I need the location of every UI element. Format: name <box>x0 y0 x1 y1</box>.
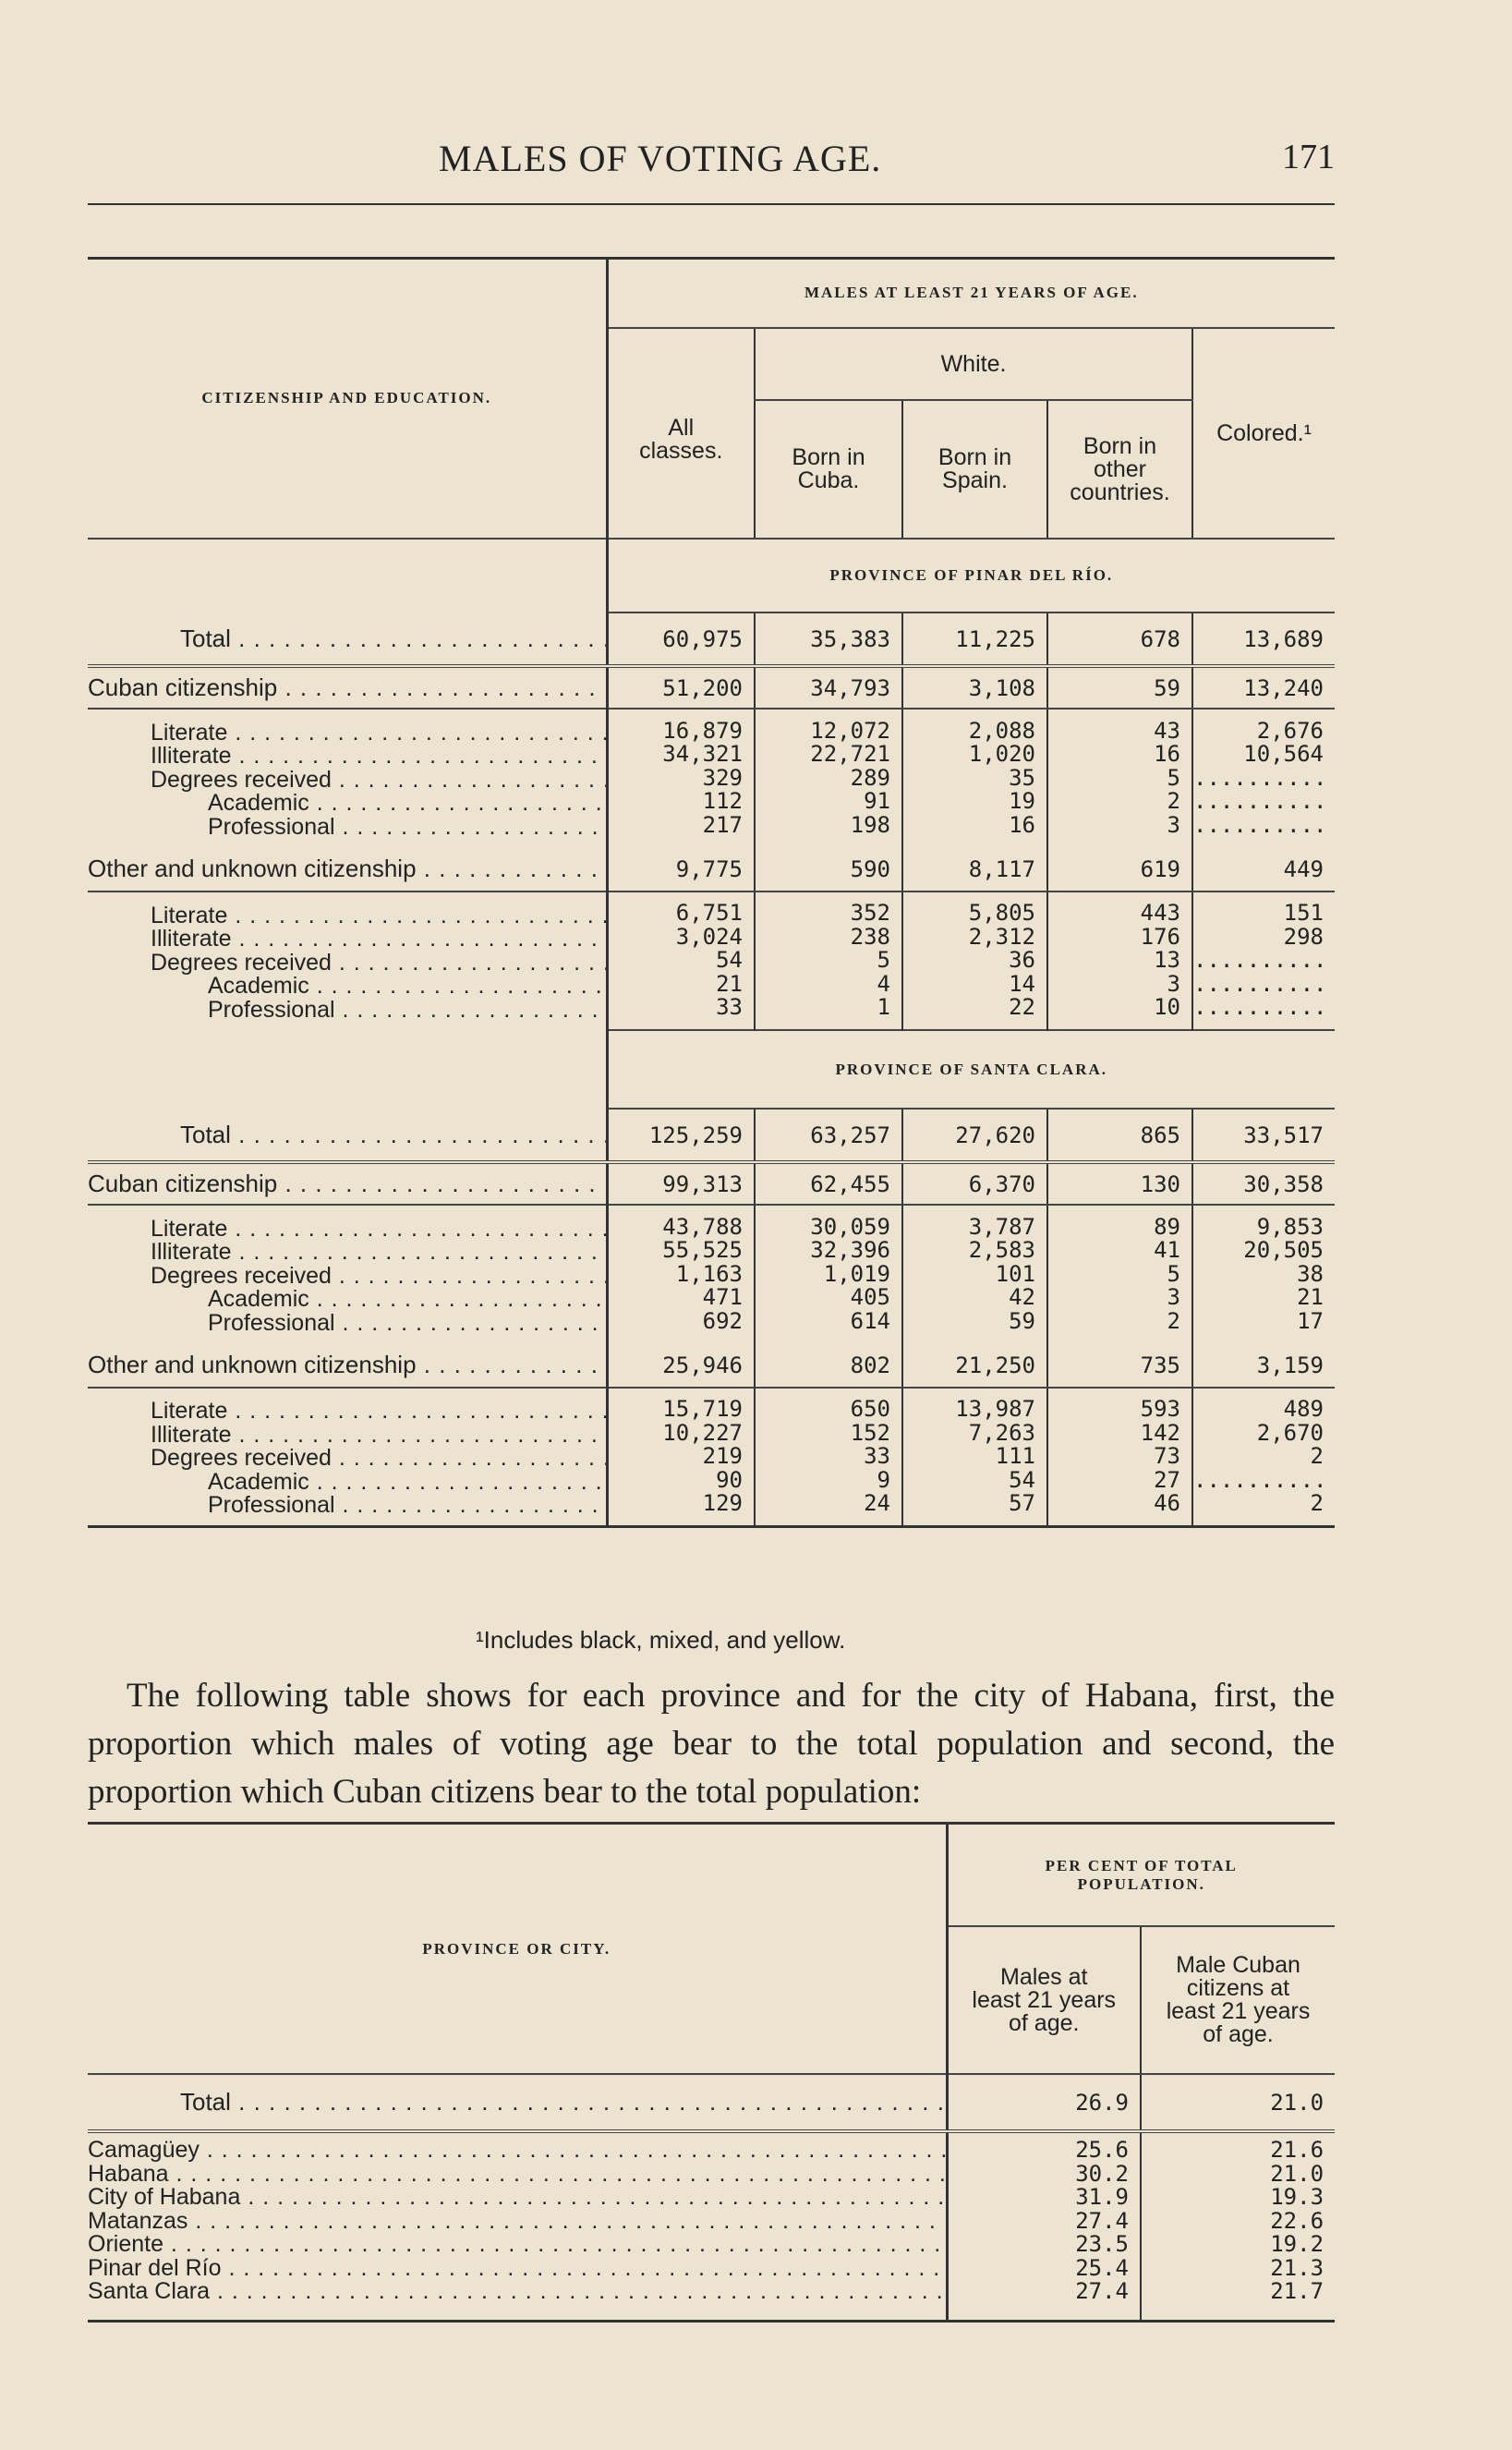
cell: 21.0 <box>1270 2160 1325 2187</box>
section1-other-detail-spain <box>902 891 1047 1030</box>
cell: 35,383 <box>755 612 902 666</box>
cell: 2,312 <box>968 923 1035 950</box>
col-spain-line2: Spain. <box>942 467 1008 493</box>
detail-label: Degrees received <box>151 766 332 793</box>
table2-stub-header-cell <box>88 1825 947 2074</box>
cell: 217 <box>702 811 743 838</box>
cell: 6,370 <box>902 1162 1047 1205</box>
table2-total-label <box>88 2074 947 2131</box>
cell: 152 <box>850 1419 890 1446</box>
section2-other-detail-other <box>1047 1388 1192 1526</box>
section1-cuban-text: Cuban citizenship <box>88 673 278 701</box>
section2-total-label <box>88 1109 607 1162</box>
cell: 13 <box>1154 947 1180 974</box>
cell: 12,072 <box>810 717 890 744</box>
cell: 46 <box>1154 1490 1180 1516</box>
table2-row-labels <box>88 2131 947 2321</box>
cell: 21 <box>716 970 743 997</box>
cell: 5 <box>1167 764 1180 791</box>
section1-title-cell <box>607 539 1335 612</box>
detail-label: Professional <box>208 996 335 1023</box>
table2-col1-line2: least 21 years <box>972 1986 1117 2013</box>
cell: 22 <box>1009 994 1035 1021</box>
cell: 15,719 <box>662 1396 743 1422</box>
cell: 238 <box>850 923 890 950</box>
col-cuba-header <box>755 400 902 539</box>
col-other-header <box>1047 400 1192 539</box>
cell: 13,987 <box>955 1396 1035 1422</box>
section2-cuban-text: Cuban citizenship <box>88 1170 278 1197</box>
cell: 21.7 <box>1270 2278 1325 2304</box>
cell: 59 <box>1009 1307 1035 1334</box>
voting-age-table <box>88 259 1335 1528</box>
cell: 352 <box>850 900 890 927</box>
cell: 33 <box>716 994 743 1021</box>
cell: 619 <box>1047 847 1192 891</box>
cell: 590 <box>755 847 902 891</box>
section1-cuban-label <box>88 666 607 709</box>
section1-stub-blank <box>88 539 607 612</box>
stub-header: CITIZENSHIP AND EDUCATION. <box>201 389 492 406</box>
cell: 3,024 <box>675 923 743 950</box>
cell: 125,259 <box>607 1109 755 1162</box>
cell: 2,583 <box>968 1237 1035 1264</box>
section2-cuban-detail-colored <box>1192 1205 1335 1343</box>
cell: 5,805 <box>968 900 1035 927</box>
detail-label: Literate <box>151 1398 228 1424</box>
cell: 43 <box>1154 717 1180 744</box>
section2-total-text: Total <box>180 1120 231 1148</box>
cell: 3,159 <box>1192 1343 1335 1388</box>
cell: 735 <box>1047 1343 1192 1388</box>
table2-col2-header <box>1141 1926 1335 2074</box>
body-paragraph <box>88 1672 1335 1816</box>
cell: .......... <box>1193 811 1327 838</box>
cell: 130 <box>1047 1162 1192 1205</box>
cell: 5 <box>877 947 890 974</box>
section2-other-detail-labels <box>88 1388 607 1526</box>
detail-label: Academic <box>208 1286 309 1313</box>
section2-other-label <box>88 1343 607 1388</box>
cell: 34,321 <box>662 741 743 768</box>
section2-cuban-detail-labels <box>88 1205 607 1343</box>
header-rule <box>88 203 1335 205</box>
cell: 329 <box>702 764 743 791</box>
cell: 16 <box>1009 811 1035 838</box>
section2-other-detail-all <box>607 1388 755 1526</box>
cell: 36 <box>1009 947 1035 974</box>
row-label: Santa Clara <box>88 2278 211 2304</box>
cell: .......... <box>1193 994 1327 1021</box>
section2-title: PROVINCE OF SANTA CLARA. <box>835 1060 1108 1078</box>
cell: 55,525 <box>662 1237 743 1264</box>
cell: 73 <box>1154 1443 1180 1469</box>
cell: 14 <box>1009 970 1035 997</box>
section2-cuban-detail-spain <box>902 1205 1047 1343</box>
cell: 91 <box>864 788 890 815</box>
section1-other-detail-labels <box>88 891 607 1030</box>
cell: 21.3 <box>1270 2254 1325 2281</box>
section2-title-cell <box>607 1030 1335 1109</box>
cell: 10 <box>1154 994 1180 1021</box>
col-all-line1: All <box>668 415 695 441</box>
detail-label: Professional <box>208 1309 335 1336</box>
cell: 3,787 <box>968 1213 1035 1240</box>
table2-col2-line4: of age. <box>1203 2021 1274 2047</box>
cell: 3,108 <box>902 666 1047 709</box>
cell: 7,263 <box>968 1419 1035 1446</box>
col-other-line2: other <box>1094 455 1146 482</box>
span-header-cell <box>607 259 1335 328</box>
per-cent-table <box>88 1825 1335 2323</box>
cell: 19.2 <box>1270 2231 1325 2257</box>
cell: 2 <box>1167 1307 1180 1334</box>
cell: 59 <box>1047 666 1192 709</box>
section2-cuban-detail-all <box>607 1205 755 1343</box>
cell: 22.6 <box>1270 2207 1325 2234</box>
cell: 10,227 <box>662 1419 743 1446</box>
detail-label: Literate <box>151 1215 228 1242</box>
cell: 1,019 <box>823 1260 890 1287</box>
cell: 3 <box>1167 1284 1180 1311</box>
cell: 289 <box>850 764 890 791</box>
cell: 6,751 <box>675 900 743 927</box>
section2-other-text: Other and unknown citizenship <box>88 1351 417 1378</box>
cell: 27,620 <box>902 1109 1047 1162</box>
section1-total-label <box>88 612 607 666</box>
table2-col1-header <box>947 1926 1141 2074</box>
cell: 31.9 <box>1075 2184 1129 2210</box>
cell: 34,793 <box>755 666 902 709</box>
cell: 25.6 <box>1075 2137 1129 2163</box>
cell: 13,689 <box>1192 612 1335 666</box>
table2-span-header-line2: POPULATION. <box>1077 1874 1205 1893</box>
cell: .......... <box>1193 788 1327 815</box>
cell: 219 <box>702 1443 743 1469</box>
cell: 19 <box>1009 788 1035 815</box>
cell: 9,775 <box>607 847 755 891</box>
cell: 21,250 <box>902 1343 1047 1388</box>
cell: 142 <box>1140 1419 1180 1446</box>
row-label: Oriente <box>88 2231 163 2257</box>
cell: 678 <box>1047 612 1192 666</box>
cell: 614 <box>850 1307 890 1334</box>
section1-other-detail-cuba <box>755 891 902 1030</box>
cell: 13,240 <box>1192 666 1335 709</box>
cell: 21.0 <box>1141 2074 1335 2131</box>
detail-label: Illiterate <box>151 926 232 952</box>
detail-label: Degrees received <box>151 949 332 976</box>
cell: .......... <box>1193 1466 1327 1493</box>
cell: 2,670 <box>1256 1419 1324 1446</box>
section1-other-detail-other <box>1047 891 1192 1030</box>
cell: 21 <box>1297 1284 1324 1311</box>
cell: 89 <box>1154 1213 1180 1240</box>
cell: 99,313 <box>607 1162 755 1205</box>
table2-total-text: Total <box>180 2088 231 2116</box>
cell: .......... <box>1193 764 1327 791</box>
cell: 3 <box>1167 970 1180 997</box>
section2-other-detail-cuba <box>755 1388 902 1526</box>
cell: 298 <box>1283 923 1324 950</box>
section2-stub-blank <box>88 1030 607 1109</box>
cell: 449 <box>1192 847 1335 891</box>
detail-label: Academic <box>208 790 309 817</box>
page-number: 171 <box>1282 138 1335 176</box>
col-other-line3: countries. <box>1070 479 1170 505</box>
stub-header-cell <box>88 259 607 539</box>
cell: 25,946 <box>607 1343 755 1388</box>
cell: 60,975 <box>607 612 755 666</box>
section1-cuban-detail-colored <box>1192 709 1335 847</box>
table2-col2-line2: citizens at <box>1186 1975 1290 2001</box>
cell: 27.4 <box>1075 2278 1129 2304</box>
body-paragraph-text: The following table shows for each province and for the city of Habana, first, the proportion which males of voting age bear to the total population and second, the proportion which Cuban citizens bear to the total population: <box>88 1677 1335 1811</box>
cell: 3 <box>1167 811 1180 838</box>
cell: 5 <box>1167 1260 1180 1287</box>
cell: 4 <box>877 970 890 997</box>
cell: 198 <box>850 811 890 838</box>
section1-total-text: Total <box>180 624 231 652</box>
cell: 51,200 <box>607 666 755 709</box>
table2-span-header-line1: PER CENT OF TOTAL <box>1045 1856 1238 1874</box>
table2-col1-values <box>947 2131 1141 2321</box>
cell: 21.6 <box>1270 2137 1325 2163</box>
cell: 129 <box>702 1490 743 1516</box>
section1-cuban-detail-labels <box>88 709 607 847</box>
cell: 1 <box>877 994 890 1021</box>
cell: 489 <box>1283 1396 1324 1422</box>
cell: 30,059 <box>810 1213 890 1240</box>
white-header: White. <box>755 328 1192 400</box>
col-spain-line1: Born in <box>937 444 1012 470</box>
table2-stub-header: PROVINCE OR CITY. <box>422 1939 611 1958</box>
cell: 9 <box>877 1466 890 1493</box>
cell: 41 <box>1154 1237 1180 1264</box>
row-label: Matanzas <box>88 2207 188 2234</box>
cell: 38 <box>1297 1260 1324 1287</box>
cell: 692 <box>702 1307 743 1334</box>
cell: 2 <box>1310 1443 1324 1469</box>
cell: 43,788 <box>662 1213 743 1240</box>
col-colored-header: Colored.¹ <box>1192 328 1335 539</box>
cell: 54 <box>1009 1466 1035 1493</box>
section2-other-detail-spain <box>902 1388 1047 1526</box>
table2-col2-line1: Male Cuban <box>1176 1952 1300 1978</box>
col-spain-header <box>902 400 1047 539</box>
cell: 2 <box>1167 788 1180 815</box>
table2-col1-line1: Males at <box>1000 1963 1088 1990</box>
cell: 9,853 <box>1256 1213 1324 1240</box>
section1-cuban-detail-spain <box>902 709 1047 847</box>
cell: 57 <box>1009 1490 1035 1516</box>
span-header: MALES AT LEAST 21 YEARS OF AGE. <box>804 284 1139 301</box>
cell: 176 <box>1140 923 1180 950</box>
cell: 2,676 <box>1256 717 1324 744</box>
row-label: Camagüey <box>88 2137 200 2163</box>
col-other-line1: Born in <box>1083 432 1157 459</box>
cell: 26.9 <box>947 2074 1141 2131</box>
cell: 33 <box>864 1443 890 1469</box>
cell: 24 <box>864 1490 890 1516</box>
cell: 33,517 <box>1192 1109 1335 1162</box>
detail-label: Professional <box>208 813 335 840</box>
col-cuba-line1: Born in <box>792 444 865 470</box>
cell: 8,117 <box>902 847 1047 891</box>
section2-cuban-detail-cuba <box>755 1205 902 1343</box>
detail-label: Literate <box>151 719 228 746</box>
cell: .......... <box>1193 970 1327 997</box>
section1-cuban-detail-cuba <box>755 709 902 847</box>
col-all-header <box>607 328 755 539</box>
cell: 471 <box>702 1284 743 1311</box>
cell: 19.3 <box>1270 2184 1325 2210</box>
section1-other-detail-all <box>607 891 755 1030</box>
cell: 111 <box>995 1443 1035 1469</box>
cell: 802 <box>755 1343 902 1388</box>
table2-span-header-cell <box>947 1825 1335 1926</box>
table1-footnote: ¹Includes black, mixed, and yellow. <box>476 1626 846 1654</box>
col-cuba-line2: Cuba. <box>797 467 860 493</box>
section1-cuban-detail-other <box>1047 709 1192 847</box>
table2-col2-values <box>1141 2131 1335 2321</box>
detail-label: Academic <box>208 1468 309 1495</box>
cell: 27.4 <box>1075 2207 1129 2234</box>
cell: 11,225 <box>902 612 1047 666</box>
cell: 151 <box>1283 900 1324 927</box>
cell: 42 <box>1009 1284 1035 1311</box>
cell: 90 <box>716 1466 743 1493</box>
cell: 16,879 <box>662 717 743 744</box>
detail-label: Illiterate <box>151 743 232 770</box>
section1-other-label <box>88 847 607 891</box>
cell: 27 <box>1154 1466 1180 1493</box>
row-label: Habana <box>88 2160 169 2187</box>
cell: 30,358 <box>1192 1162 1335 1205</box>
detail-label: Degrees received <box>151 1262 332 1289</box>
cell: 101 <box>995 1260 1035 1287</box>
cell: 112 <box>702 788 743 815</box>
cell: 62,455 <box>755 1162 902 1205</box>
cell: 16 <box>1154 741 1180 768</box>
section2-cuban-detail-other <box>1047 1205 1192 1343</box>
detail-label: Illiterate <box>151 1239 232 1266</box>
cell: 23.5 <box>1075 2231 1129 2257</box>
cell: 1,163 <box>675 1260 743 1287</box>
table2-col1-line3: of age. <box>1009 2009 1080 2036</box>
cell: 63,257 <box>755 1109 902 1162</box>
cell: 443 <box>1140 900 1180 927</box>
cell: 2,088 <box>968 717 1035 744</box>
cell: 593 <box>1140 1396 1180 1422</box>
cell: 35 <box>1009 764 1035 791</box>
detail-label: Academic <box>208 973 309 1000</box>
cell: 650 <box>850 1396 890 1422</box>
page-header <box>88 137 1335 192</box>
detail-label: Degrees received <box>151 1445 332 1471</box>
cell: 10,564 <box>1243 741 1324 768</box>
section1-title: PROVINCE OF PINAR DEL RÍO. <box>829 566 1114 584</box>
detail-label: Illiterate <box>151 1421 232 1448</box>
table2-col2-line3: least 21 years <box>1166 1998 1311 2024</box>
cell: 1,020 <box>968 741 1035 768</box>
cell: 30.2 <box>1075 2160 1129 2187</box>
section1-cuban-detail-all <box>607 709 755 847</box>
cell: 405 <box>850 1284 890 1311</box>
section2-cuban-label <box>88 1162 607 1205</box>
cell: 54 <box>716 947 743 974</box>
section1-other-detail-colored <box>1192 891 1335 1030</box>
col-all-line2: classes. <box>639 438 723 464</box>
row-label: Pinar del Río <box>88 2254 222 2281</box>
cell: 20,505 <box>1243 1237 1324 1264</box>
row-label: City of Habana <box>88 2184 241 2210</box>
cell: 25.4 <box>1075 2254 1129 2281</box>
cell: 865 <box>1047 1109 1192 1162</box>
cell: 22,721 <box>810 741 890 768</box>
detail-label: Professional <box>208 1492 335 1518</box>
cell: 2 <box>1310 1490 1324 1516</box>
section2-other-detail-colored <box>1192 1388 1335 1526</box>
section1-other-text: Other and unknown citizenship <box>88 855 417 882</box>
cell: 32,396 <box>810 1237 890 1264</box>
detail-label: Literate <box>151 902 228 928</box>
cell: .......... <box>1193 947 1327 974</box>
page-title: MALES OF VOTING AGE. <box>439 138 882 179</box>
cell: 17 <box>1297 1307 1324 1334</box>
